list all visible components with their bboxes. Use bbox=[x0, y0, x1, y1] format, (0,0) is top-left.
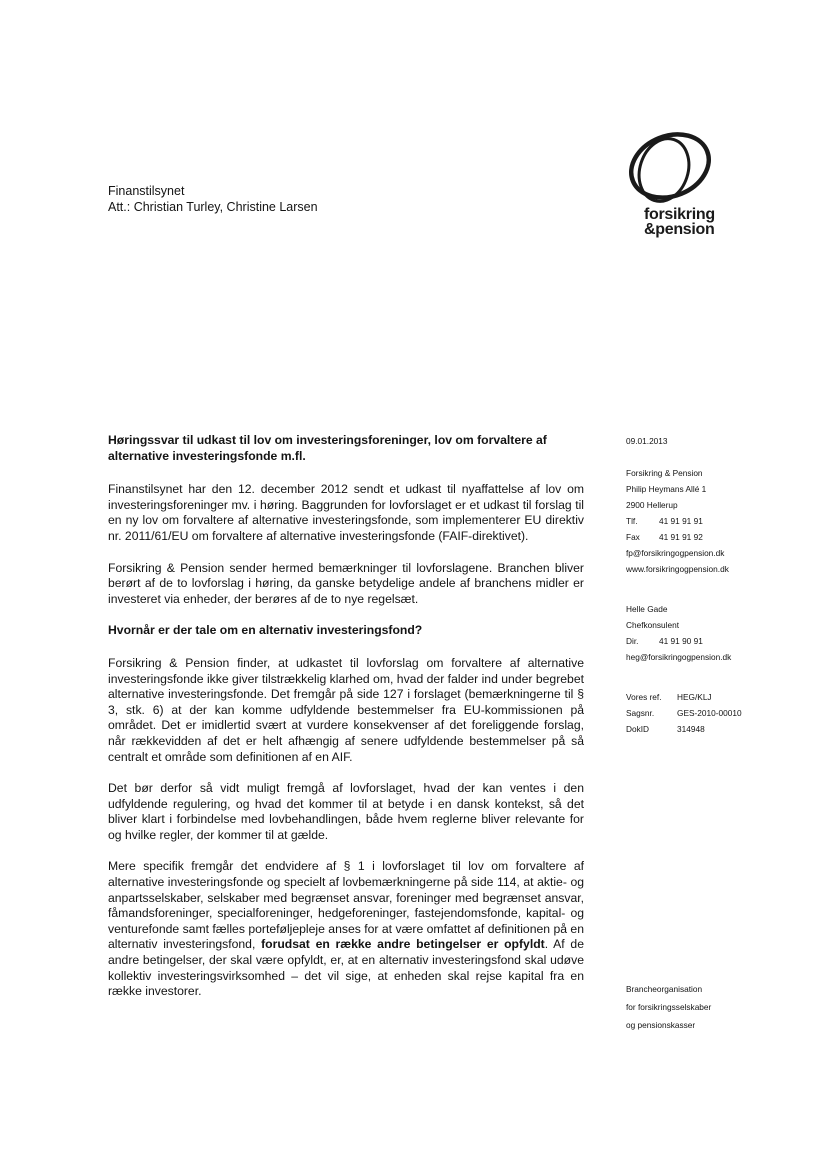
sender-org: Forsikring & Pension bbox=[626, 468, 703, 478]
contact-email: heg@forsikringogpension.dk bbox=[626, 652, 732, 662]
section-heading: Hvornår er der tale om en alternativ investeringsfond? bbox=[108, 623, 423, 638]
footer-line-1: Brancheorganisation bbox=[626, 984, 703, 994]
paragraph-5-end: . Af de andre betingelser, der skal være opfyldt, er, at en alternativ investeringsfond skal udøve kollektiv investeringsvirksomhed – det vil sige, at enheden skal rejse kapital fra en række investorer. bbox=[108, 937, 584, 999]
contact-name: Helle Gade bbox=[626, 604, 668, 614]
recipient-name: Finanstilsynet bbox=[108, 184, 185, 198]
paragraph-5-start: Mere specifik fremgår det endvidere af § 1 i lovforslaget til lov om forvaltere af alternative investeringsfonde og specielt af lovbemærkningerne på side 114, at aktie- og anpartsselskaber, selskaber med begrænset ansvar, foreninger med begrænset ansvar, fåmandsforeninger, specialforeninger, hedgeforeninger, fastejendomsfonde, kapital- og venturefonde samt fælles porteføljepleje anses for at være omfattet af definitionen på en alternativ investeringsfond, bbox=[108, 859, 584, 952]
paragraph-5-emphasis: forudsat en række andre betingelser er opfyldt bbox=[261, 937, 545, 952]
logo-wordmark-line2: &pension bbox=[644, 221, 715, 238]
reference: Vores ref. HEG/KLJ bbox=[626, 692, 712, 702]
sender-postal: 2900 Hellerup bbox=[626, 500, 678, 510]
forsikring-pension-logo bbox=[612, 128, 732, 248]
contact-title: Chefkonsulent bbox=[626, 620, 680, 630]
paragraph-1: Finanstilsynet har den 12. december 2012 sendt et udkast til nyaffattelse af lov om investeringsforeninger mv. i høring. Baggrunden for lovforslaget er et udkast til forslag til en ny lov om forvaltere af alternative investeringsfonde, som implementerer EU direktiv nr. 2011/61/EU om forvaltere af alternative investeringsfonde (FAIF-direktivet). bbox=[108, 482, 584, 543]
paragraph-2: Forsikring & Pension sender hermed bemærkninger til lovforslagene. Branchen bliver berørt af de to lovforslag i høring, da ganske betydelige andele af branchens midler er investeret via enheder, der berøres af de to nye regelsæt. bbox=[108, 560, 584, 606]
footer-line-2: for forsikringsselskaber bbox=[626, 1002, 712, 1012]
case-number: Sagsnr. GES-2010-00010 bbox=[626, 708, 742, 718]
logo-swirl-icon bbox=[612, 128, 732, 218]
sender-website: www.forsikringogpension.dk bbox=[626, 564, 729, 574]
sender-sidebar bbox=[626, 433, 816, 737]
logo-wordmark-line1: forsikring bbox=[644, 206, 715, 223]
letter-heading: Høringssvar til udkast til lov om investeringsforeninger, lov om forvaltere af alternative investeringsfonde m.fl. bbox=[108, 433, 547, 463]
document-id: DokID 314948 bbox=[626, 724, 705, 734]
paragraph-5 bbox=[108, 859, 584, 999]
paragraph-3: Forsikring & Pension finder, at udkastet til lovforslag om forvaltere af alternative investeringsfonde ikke giver tilstrækkelig klarhed om, hvad der falder ind under begrebet alternative investeringsfonde. Det fremgår på side 127 i forslaget (bemærkningerne til § 3, stk. 6) at der kan komme udfyldende bestemmelser fra EU-kommissionen på området. Det er imidlertid svært at vurdere konsekvenser af det foreliggende forslag, når rækkevidden af det er helt afhængig af senere udfyldende bestemmelser på så centralt et område som definitionen af en AIF. bbox=[108, 655, 584, 764]
recipient-attention: Att.: Christian Turley, Christine Larsen bbox=[108, 200, 318, 214]
sender-fax: Fax 41 91 91 92 bbox=[626, 532, 703, 542]
contact-direct-phone: Dir. 41 91 90 91 bbox=[626, 636, 703, 646]
sender-street: Philip Heymans Allé 1 bbox=[626, 484, 707, 494]
letter-date: 09.01.2013 bbox=[626, 436, 668, 446]
organisation-footer bbox=[626, 980, 711, 1034]
recipient-block bbox=[108, 183, 318, 215]
letter-body bbox=[108, 433, 584, 1016]
footer-line-3: og pensionskasser bbox=[626, 1020, 696, 1030]
sender-phone: Tlf. 41 91 91 91 bbox=[626, 516, 703, 526]
sender-email: fp@forsikringogpension.dk bbox=[626, 548, 725, 558]
paragraph-4: Det bør derfor så vidt muligt fremgå af lovforslaget, hvad der kan ventes i den udfyldende regulering, og hvad det kommer til at betyde i en dansk kontekst, så det bliver klart i forbindelse med lovbehandlingen, både hvem reglerne bliver relevante for og hvilke regler, der kommer til at gælde. bbox=[108, 781, 584, 842]
